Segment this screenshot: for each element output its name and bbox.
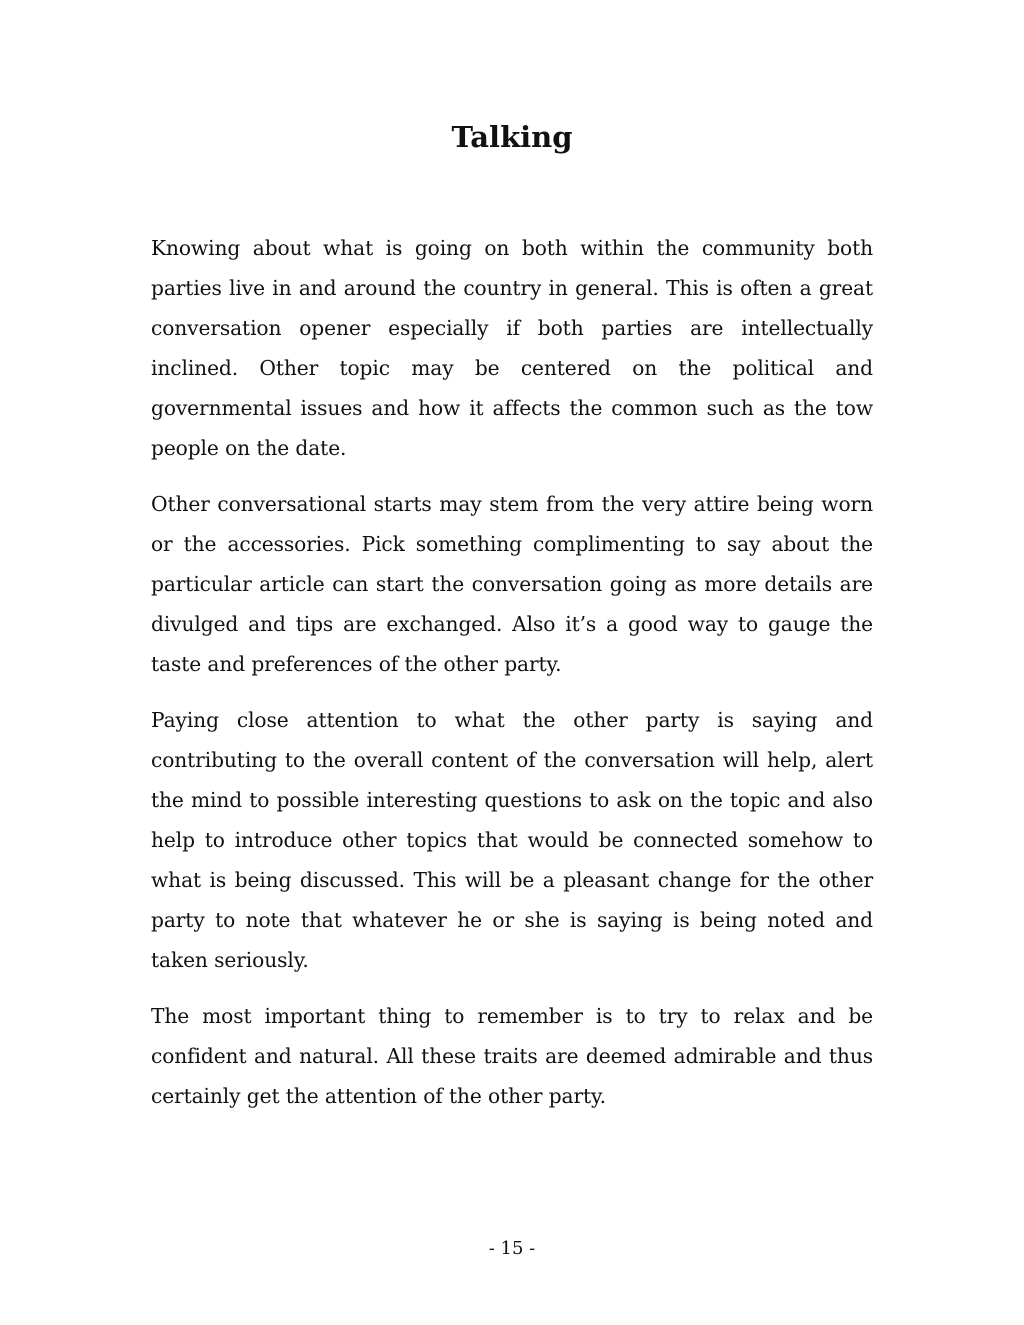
paragraph-1: Knowing about what is going on both within the community both parties live in and around the country in general. This is often a great conversation opener especially if both parties are intellectually inclined. Other topic may be centered on the political and governmental issues and how it affects the common such as the tow people on the date. bbox=[151, 236, 873, 460]
page-title: Talking bbox=[451, 120, 573, 154]
paragraph-3: Paying close attention to what the other party is saying and contributing to the overall content of the conversation will help, alert the mind to possible interesting questions to ask on the topic and also help to introduce other topics that would be connected somehow to what is being discussed. This will be a pleasant change for the other party to note that whatever he or she is saying is being noted and taken seriously. bbox=[151, 708, 873, 972]
body-text bbox=[151, 228, 873, 1132]
paragraph-2: Other conversational starts may stem from the very attire being worn or the accessories. Pick something complimenting to say about the particular article can start the conversation going as more details are divulged and tips are exchanged. Also it’s a good way to gauge the taste and preferences of the other party. bbox=[151, 492, 873, 676]
paragraph-4: The most important thing to remember is to try to relax and be confident and natural. All these traits are deemed admirable and thus certainly get the attention of the other party. bbox=[151, 1004, 873, 1108]
page-number: - 15 - bbox=[488, 1238, 536, 1259]
